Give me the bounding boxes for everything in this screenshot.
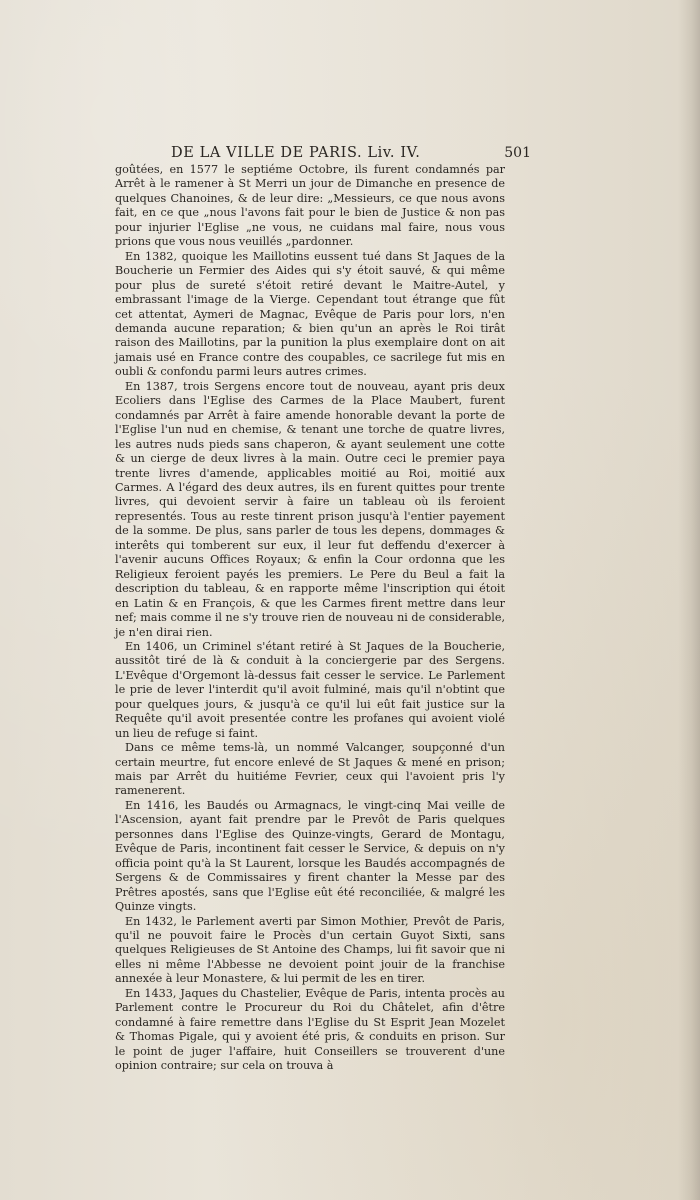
paragraph-1432: En 1432, le Parlement averti par Simon Mothier, Prevôt de Paris, qu'il ne pouvoit faire le Procès d'un certain Guyot Sixti, sans quelques Religieuses de St Antoine des Champs, lui fit savoir que ni elles ni même l'Abbesse ne devoient point jouir de la franchise annexée à leur Monastere, & lui permit de les en tirer. [115, 914, 505, 986]
body-text [115, 163, 505, 1074]
paragraph-1433: En 1433, Jaques du Chastelier, Evêque de Paris, intenta procès au Parlement contre le Procureur du Roi du Châtelet, afin d'être condamné à faire remettre dans l'Eglise du St Esprit Jean Mozelet & Thomas Pigale, qui y avoient été pris, & conduits en prison. Sur le point de juger l'affaire, huit Conseillers se trouverent d'une opinion contraire; sur cela on trouva à [115, 986, 505, 1073]
paragraph-1382: En 1382, quoique les Maillotins eussent tué dans St Jaques de la Boucherie un Fermier des Aides qui s'y étoit sauvé, & qui même pour plus de sureté s'étoit retiré devant le Maitre-Autel, y embrassant l'image de la Vierge. Cependant tout étrange que fût cet attentat, Aymeri de Magnac, Evêque de Paris pour lors, n'en demanda aucune reparation; & bien qu'un an après le Roi tirât raison des Maillotins, par la punition la plus exemplaire dont on ait jamais usé en France contre des coupables, ce sacrilege fut mis en oubli & confondu parmi leurs autres crimes. [115, 249, 505, 379]
paragraph-continuation: goûtées, en 1577 le septiéme Octobre, ils furent condamnés par Arrêt à le ramener à St Merri un jour de Dimanche en presence de quelques Chanoines, & de leur dire: „Messieurs, ce que nous avons fait, en ce que „nous l'avons fait pour le bien de Justice & non pas pour injurier l'Eglise „ne vous, ne cuidans mal faire, nous vous prions que vous nous veuillés „pardonner. [115, 163, 505, 249]
paragraph-valcanger: Dans ce même tems-là, un nommé Valcanger, soupçonné d'un certain meurtre, fut encore enlevé de St Jaques & mené en prison; mais par Arrêt du huitiéme Fevrier, ceux qui l'avoient pris l'y ramenerent. [115, 741, 505, 798]
page-gutter-shadow [678, 0, 700, 1200]
paragraph-1416: En 1416, les Baudés ou Armagnacs, le vingt-cinq Mai veille de l'Ascension, ayant fait prendre par le Prevôt de Paris quelques personnes dans l'Eglise des Quinze-vingts, Gerard de Montagu, Evêque de Paris, incontinent fait cesser le Service, & depuis on n'y officia point qu'à la St Laurent, lorsque les Baudés accompagnés de Sergens & de Commissaires y firent chanter la Messe par des Prêtres apostés, sans que l'Eglise eût été reconciliée, & malgré les Quinze vingts. [115, 798, 505, 914]
running-title: DE LA VILLE DE PARIS. Liv. IV. [171, 145, 421, 161]
paragraph-1387: En 1387, trois Sergens encore tout de nouveau, ayant pris deux Ecoliers dans l'Eglise des Carmes de la Place Maubert, furent condamnés par Arrêt à faire amende honorable devant la porte de l'Eglise l'un nud en chemise, & tenant une torche de quatre livres, les autres nuds pieds sans chaperon, & ayant seulement une cotte & un cierge de deux livres à la main. Outre ceci le premier paya trente livres d'amende, applicables moitié au Roi, moitié aux Carmes. A l'égard des deux autres, ils en furent quittes pour trente livres, qui devoient servir à faire un tableau où ils feroient representés. Tous au reste tinrent prison jusqu'à l'entier payement de la somme. De plus, sans parler de tous les depens, dommages & interêts qui tomberent sur eux, il leur fut deffendu d'exercer à l'avenir aucuns Offices Royaux; & enfin la Cour ordonna que les Religieux feroient payés les premiers. Le Pere du Beul a fait la description du tableau, & en rapporte même l'inscription qui étoit en Latin & en François, & que les Carmes firent mettre dans leur nef; mais comme il ne s'y trouve rien de nouveau ni de considerable, je n'en dirai rien. [115, 379, 505, 639]
page-number: 501 [504, 145, 531, 161]
paragraph-1406: En 1406, un Criminel s'étant retiré à St Jaques de la Boucherie, aussitôt tiré de là & conduit à la conciergerie par des Sergens. L'Evêque d'Orgemont là-dessus fait cesser le service. Le Parlement le prie de lever l'interdit qu'il avoit fulminé, mais qu'il n'obtint que pour quelques jours, & jusqu'à ce qu'il lui eût fait justice sur la Requête qu'il avoit presentée contre les profanes qui avoient violé un lieu de refuge si faint. [115, 639, 505, 740]
